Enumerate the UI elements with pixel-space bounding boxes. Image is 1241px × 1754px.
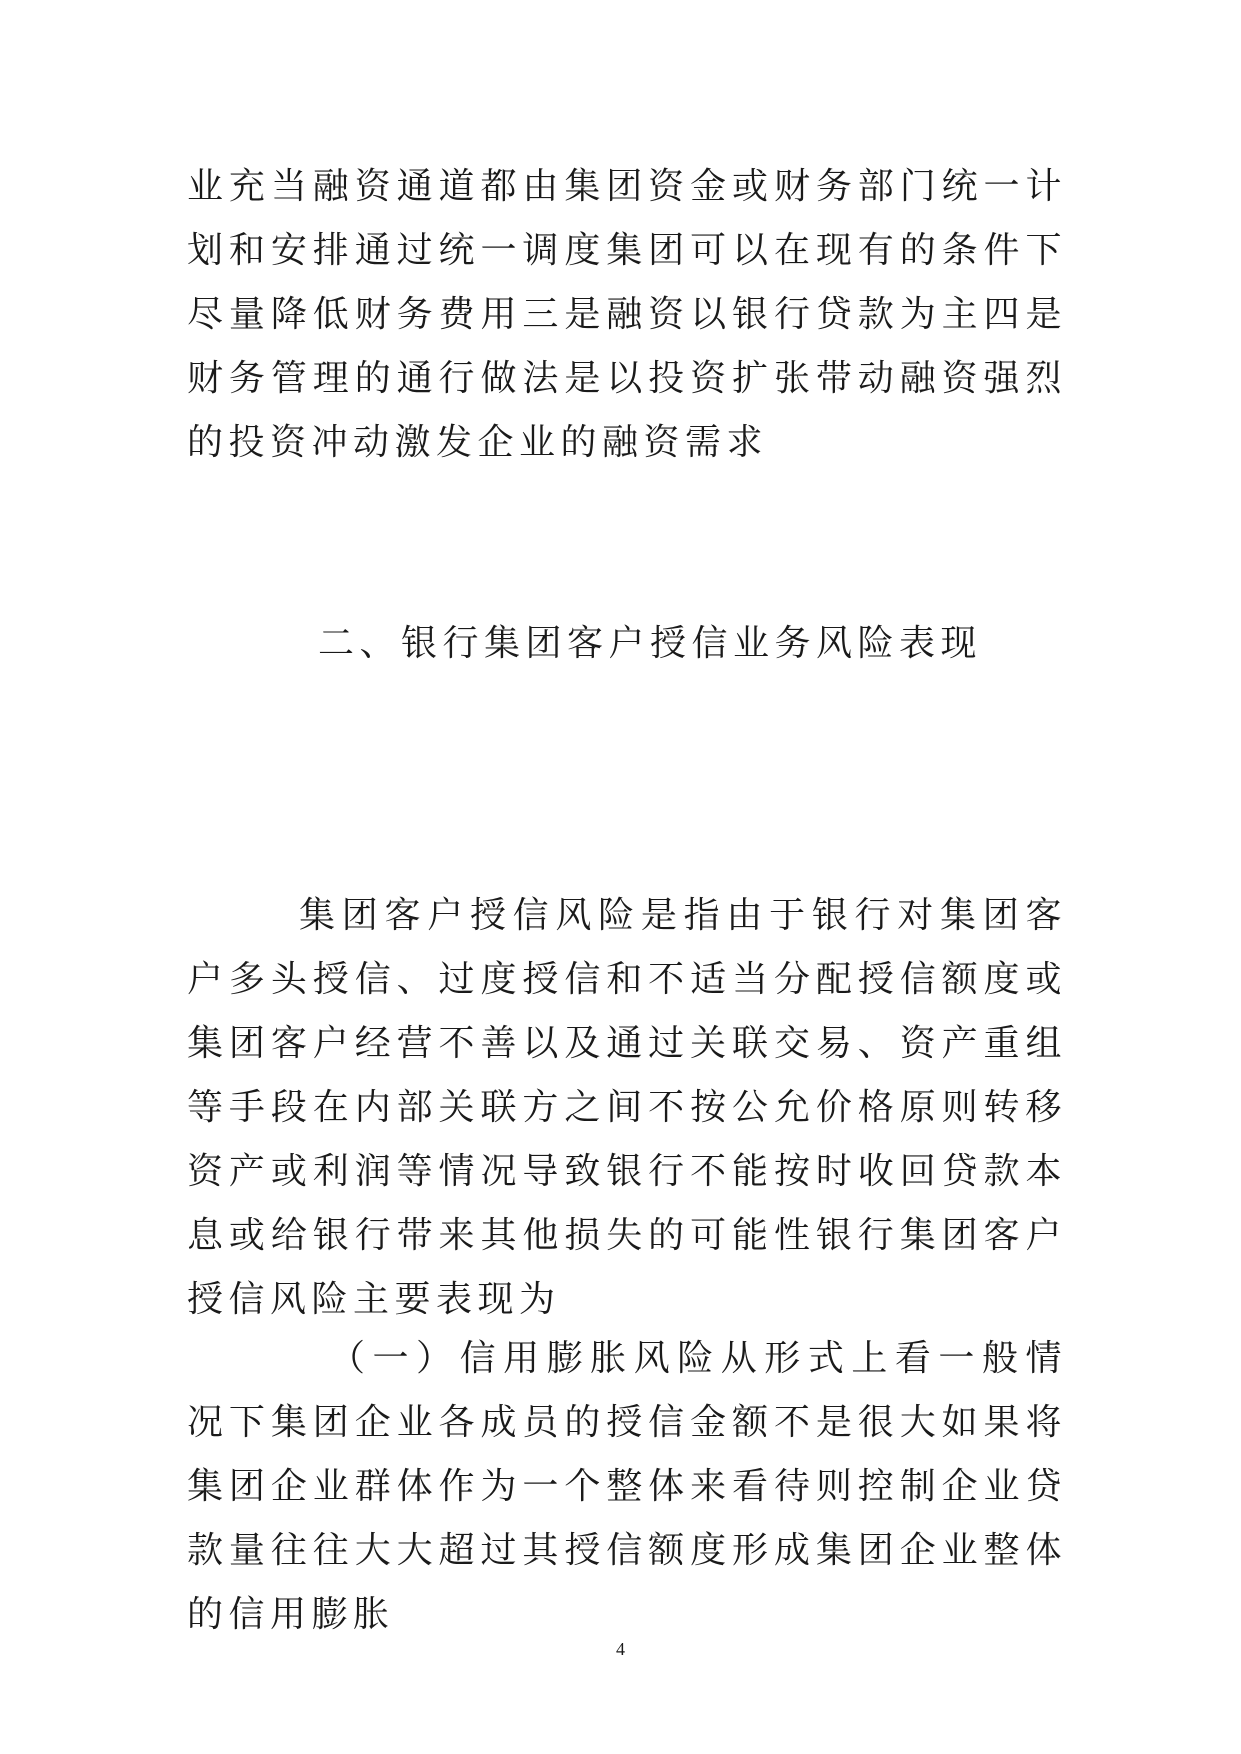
page-number: 4 [616,1639,625,1659]
section-heading: 二、银行集团客户授信业务风险表现 [318,623,983,664]
intro-paragraph: 集团客户授信风险是指由于银行对集团客户多头授信、过度授信和不适当分配授信额度或集团客户经营不善以及通过关联交易、资产重组等手段在内部关联方之间不按公允价格原则转移资产或利润等情况导致银行不能按时收回贷款本息或给银行带来其他损失的可能性银行集团客户授信风险主要表现为 [187,895,1067,1320]
continuation-paragraph: 业充当融资通道都由集团资金或财务部门统一计划和安排通过统一调度集团可以在现有的条件下尽量降低财务费用三是融资以银行贷款为主四是财务管理的通行做法是以投资扩张带动融资强烈的投资冲动激发企业的融资需求 [187,166,1067,463]
list-item-paragraph: （一）信用膨胀风险从形式上看一般情况下集团企业各成员的授信金额不是很大如果将集团企业群体作为一个整体来看待则控制企业贷款量往往大大超过其授信额度形成集团企业整体的信用膨胀 [187,1338,1067,1635]
